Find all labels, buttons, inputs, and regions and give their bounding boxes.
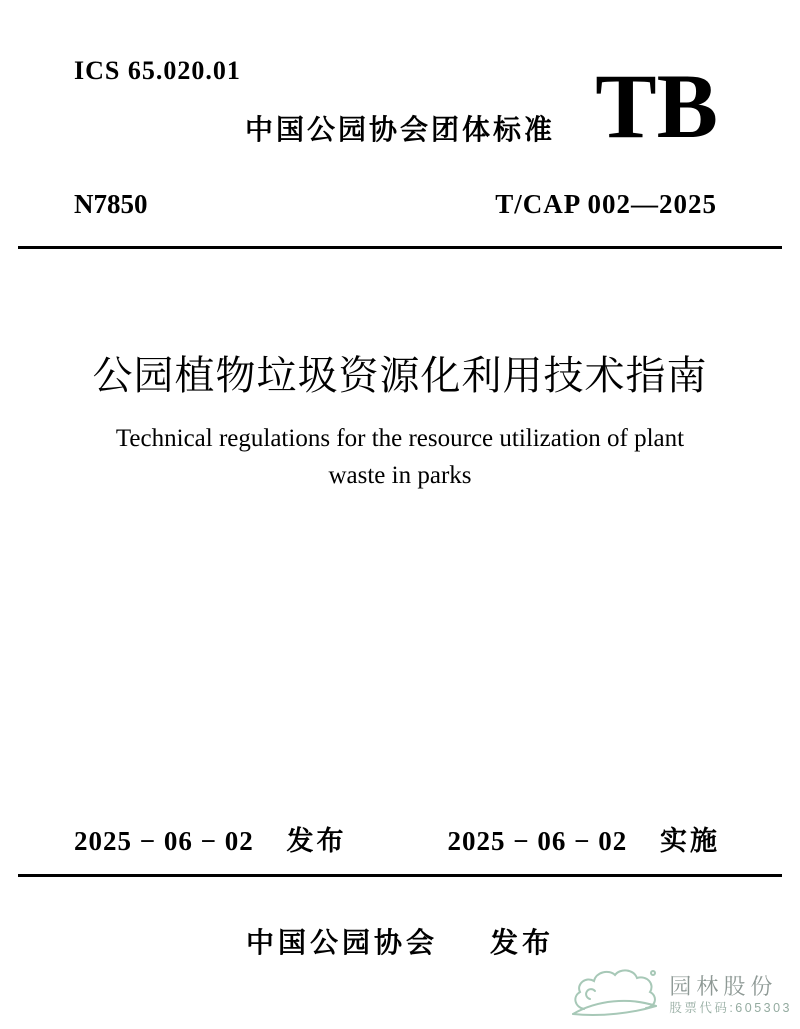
publish-action-label: 发布 [490, 927, 555, 958]
issue-date: 2025 − 06 − 02 [74, 826, 254, 856]
ics-code: ICS 65.020.01 [74, 56, 241, 85]
standard-mark: TB [595, 55, 718, 157]
footer-divider [18, 874, 782, 877]
document-title-en [0, 420, 800, 494]
publisher-name: 中国公园协会 [245, 927, 438, 958]
document-title-zh: 公园植物垃圾资源化利用技术指南 [92, 353, 708, 398]
company-watermark [569, 966, 792, 1024]
implement-date: 2025 − 06 − 02 [447, 826, 628, 856]
header-divider [18, 246, 782, 249]
society-standard-label: 中国公园协会团体标准 [244, 114, 555, 145]
filing-number: N7850 [74, 189, 148, 219]
issue-label: 发布 [286, 826, 347, 856]
publisher-line [0, 921, 800, 961]
garden-company-logo-icon [569, 966, 661, 1024]
standard-number: T/CAP 002—2025 [495, 189, 717, 219]
document-title-en-line2: waste in parks [328, 462, 472, 489]
implement-date-row [447, 819, 720, 858]
document-title-en-line1: Technical regulations for the resource utilization of plant [115, 425, 685, 452]
watermark-company-name: 园林股份 [669, 974, 778, 999]
issue-date-row [74, 819, 347, 858]
watermark-text [669, 974, 792, 1016]
watermark-stock-code: 股票代码:605303 [669, 1001, 792, 1015]
implement-label: 实施 [660, 826, 720, 856]
